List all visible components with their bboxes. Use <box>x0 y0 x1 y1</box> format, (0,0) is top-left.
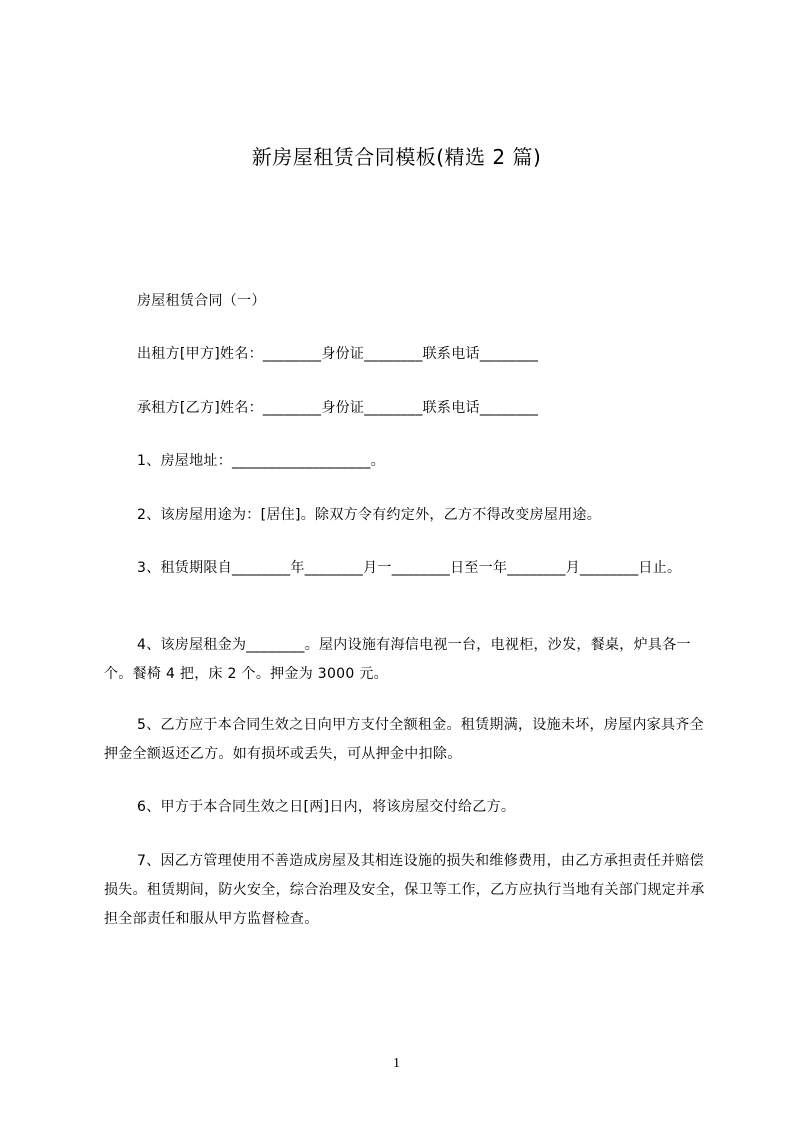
clause-5: 5、乙方应于本合同生效之日向甲方支付全额租金。租赁期满，设施未坏，房屋内家具齐全押金全额返还乙方。如有损坏或丢失，可从押金中扣除。 <box>104 717 704 762</box>
section-heading: 房屋租赁合同（一） <box>137 293 266 309</box>
clause-7: 7、因乙方管理使用不善造成房屋及其相连设施的损失和维修费用，由乙方承担责任并赔偿损失。租赁期间，防火安全，综合治理及安全，保卫等工作，乙方应执行当地有关部门规定并承担全部责任和服从甲方监督检查。 <box>104 853 705 927</box>
lessor-line: 出租方[甲方]姓名：________身份证________联系电话________ <box>137 346 539 362</box>
clause-2: 2、该房屋用途为：[居住]。除双方令有约定外，乙方不得改变房屋用途。 <box>137 507 602 523</box>
document-title: 新房屋租赁合同模板(精选 2 篇) <box>251 145 542 169</box>
clause-1: 1、房屋地址：___________________。 <box>137 453 386 469</box>
clause-6: 6、甲方于本合同生效之日[两]日内，将该房屋交付给乙方。 <box>137 799 516 815</box>
clause-3: 3、租赁期限自________年________月一________日至一年________月________日止。 <box>137 560 682 576</box>
lessee-line: 承租方[乙方]姓名：________身份证________联系电话________ <box>137 400 539 416</box>
page-number: 1 <box>393 1056 400 1071</box>
clause-4: 4、该房屋租金为________。屋内设施有海信电视一台，电视柜，沙发，餐桌，炉具各一个。餐椅 4 把，床 2 个。押金为 3000 元。 <box>104 637 691 682</box>
